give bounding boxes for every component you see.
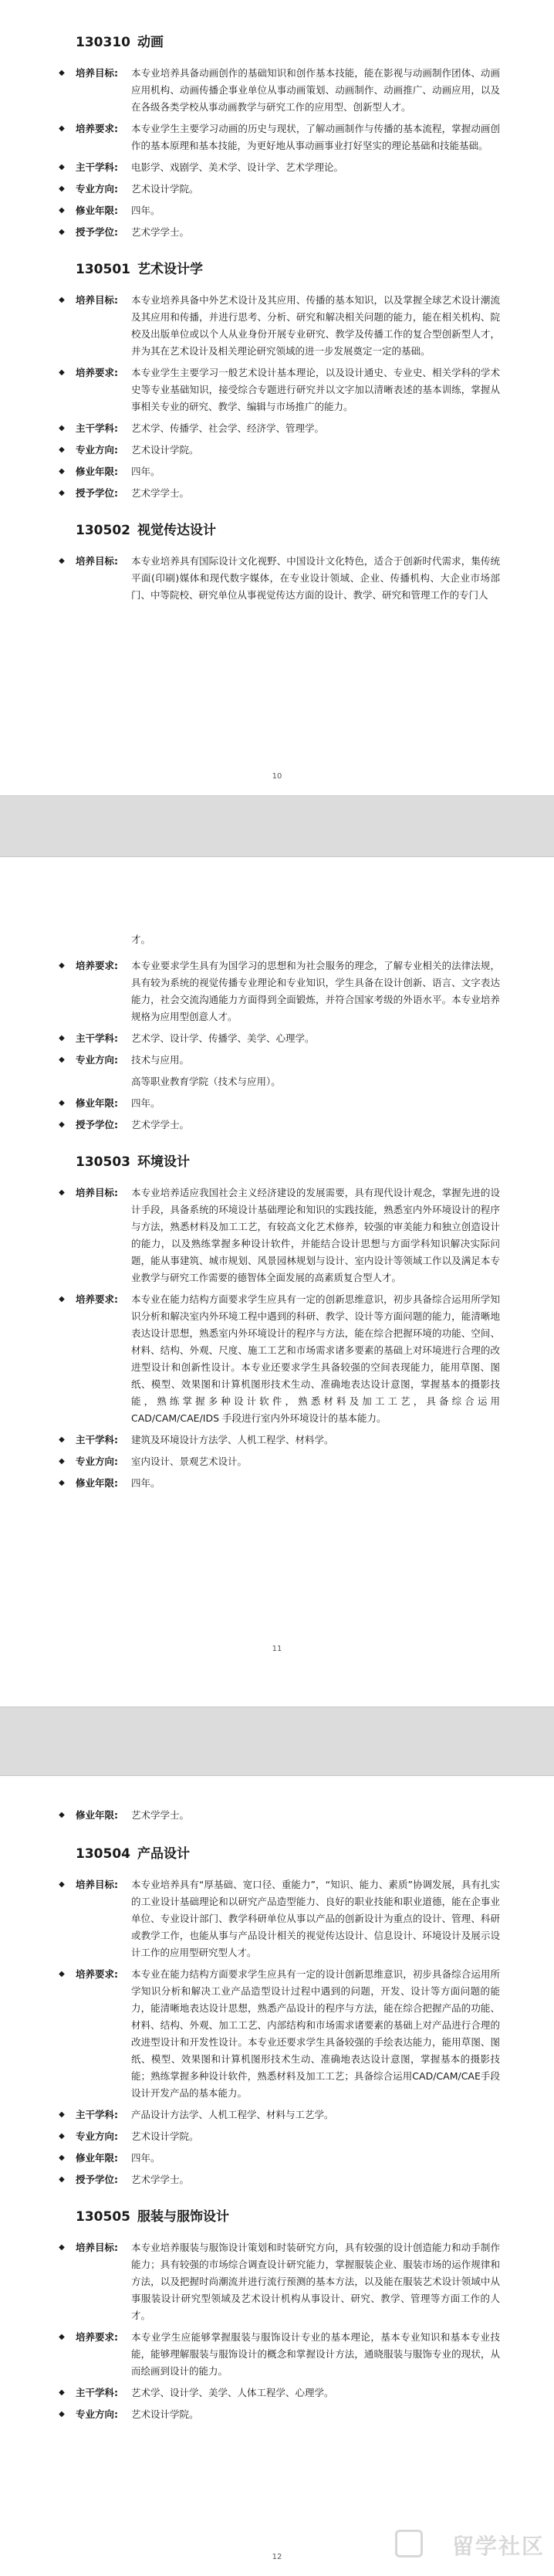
field-label: 培养目标: <box>76 1879 118 1890</box>
bullet-icon: ◆ <box>59 557 65 565</box>
field-text: 本专业在能力结构方面要求学生应具有一定的设计创新思维意识，初步具备综合运用所学知识分析和解决工业产品造型设计过程中遇到的问题，开发、设计等方面问题的能力，能清晰地表达设计思想，熟悉产品设计的程序与方法，能在综合把握产品的功能、材料、结构、外观、加工工艺、内部结构和市场需求诸要素的基础上对产品进行合理的改进型设计和开发性设计。本专业还要求学生具备较强的手绘表达能力，能用草图、图纸、模型、效果图和计算机图形技术生动、准确地表达设计意图，掌握基本的摄影技能；熟练掌握多种设计软件，熟悉材料及加工工艺；具备综合运用CAD/CAM/CAE手段设计开发产品的基本能力。 <box>131 1968 500 2099</box>
bullet-icon: ◆ <box>59 446 65 454</box>
field-text: 四年。 <box>131 1097 160 1109</box>
field-text: 艺术学学士。 <box>131 1119 190 1130</box>
field-label: 专业方向: <box>76 1054 118 1066</box>
bullet-icon: ◆ <box>59 1295 65 1303</box>
field-row <box>59 181 500 198</box>
major-code: 130505 <box>76 2209 130 2225</box>
field-row <box>59 364 500 415</box>
field-label: 修业年限: <box>76 2152 118 2164</box>
field-row <box>59 2107 500 2124</box>
major-title: 动画 <box>137 35 164 50</box>
bullet-icon: ◆ <box>59 489 65 497</box>
bullet-icon: ◆ <box>59 2132 65 2140</box>
field-row <box>59 2150 500 2167</box>
bullet-icon: ◆ <box>59 1457 65 1466</box>
field-row <box>59 463 500 480</box>
field-label: 培养要求: <box>76 1968 118 1980</box>
bullet-icon: ◆ <box>59 124 65 133</box>
field-row <box>59 65 500 116</box>
section-heading <box>76 519 500 542</box>
bullet-icon: ◆ <box>59 1880 65 1889</box>
bullet-icon: ◆ <box>59 961 65 970</box>
field-label: 主干学科: <box>76 2109 118 2120</box>
major-code: 130501 <box>76 262 130 277</box>
field-label: 修业年限: <box>76 1097 118 1109</box>
field-text: 艺术设计学院。 <box>131 183 199 195</box>
field-text: 室内设计、景观艺术设计。 <box>131 1456 248 1467</box>
field-text: 四年。 <box>131 1477 160 1489</box>
field-label: 修业年限: <box>76 466 118 477</box>
major-code: 130310 <box>76 35 130 50</box>
field-text: 产品设计方法学、人机工程学、材料与工艺学。 <box>131 2109 334 2120</box>
field-label: 专业方向: <box>76 2130 118 2142</box>
field-row <box>59 958 500 1025</box>
field-text: 艺术学、设计学、美学、人体工程学、心理学。 <box>131 2387 334 2398</box>
section-130504 <box>59 1842 500 2188</box>
field-label: 培养目标: <box>76 67 118 79</box>
section-130503 <box>59 1151 500 1492</box>
field-text: 四年。 <box>131 205 160 216</box>
field-label: 授予学位: <box>76 487 118 499</box>
section-130503-cont <box>59 1807 500 1824</box>
field-text: 本专业培养具备中外艺术设计及其应用、传播的基本知识，以及掌握全球艺术设计潮流及其应用和传播，并进行思考、分析、研究和解决相关问题的能力，能在相关机构、院校及出版单位或以个人从业身份开展专业研究、教学及传播工作的复合型创新型人才，并为其在艺术设计及相关理论研究领域的进一步发展奠定一定的基础。 <box>131 294 500 357</box>
field-label: 培养要求: <box>76 2331 118 2343</box>
field-row <box>59 1475 500 1492</box>
field-text: 本专业要求学生具有为国学习的思想和为社会服务的理念，了解专业相关的法律法规，具有较为系统的视觉传播专业理论和专业知识，学生具备在设计创新、语言、文字表达能力，社会交流沟通能力方面得到全面锻炼，并符合国家考级的外语水平。本专业培养规格为应用型创意人才。 <box>131 960 500 1022</box>
field-text: 本专业学生主要学习动画的历史与现状，了解动画制作与传播的基本流程，掌握动画创作的基本原理和基本技能，为更好地从事动画事业打好坚实的理论基础和技能基础。 <box>131 123 500 151</box>
field-row <box>59 1185 500 1286</box>
page-number: 11 <box>272 1645 282 1653</box>
page-separator <box>0 795 554 857</box>
field-row <box>59 1095 500 1112</box>
field-text: 本专业培养具有国际设计文化视野、中国设计文化特色，适合于创新时代需求，集传统平面(印刷)媒体和现代数字媒体，在专业设计领域、企业、传播机构、大企业市场部门、中等院校、研究单位从事视觉传达方面的设计、教学、研究和管理工作的专门人 <box>131 555 500 601</box>
major-code: 130503 <box>76 1154 130 1170</box>
field-text: 艺术设计学院。 <box>131 2130 199 2142</box>
field-text: 本专业在能力结构方面要求学生应具有一定的创新思维意识，初步具备综合运用所学知识分析和解决室内外环境工程中遇到的科研、教学、设计等方面问题的能力，能清晰地表达设计思想，熟悉室内外环境设计的程序与方法，能在综合把握环境的功能、空间、材料、结构、外观、尺度、施工工艺和市场需求诸多要素的基础上对环境进行合理的改进型设计和创新性设计。本专业还要求学生具备较强的空间表现能力，能用草图、图纸、模型、效果图和计算机图形技术生动、准确地表达设计意图，掌握基本的摄影技能，熟练掌握多种设计软件，熟悉材料及加工工艺，具备综合运用 CAD/CAM/CAE/IDS 手段进行室内外环境设计的基本能力。 <box>131 1293 500 1424</box>
bullet-icon: ◆ <box>59 2154 65 2162</box>
field-label: 专业方向: <box>76 2408 118 2420</box>
bullet-icon: ◆ <box>59 2110 65 2119</box>
field-row <box>59 1291 500 1427</box>
field-text: 电影学、戏剧学、美术学、设计学、艺术学理论。 <box>131 161 344 173</box>
field-label: 培养目标: <box>76 2242 118 2253</box>
major-title: 艺术设计学 <box>137 262 203 277</box>
field-label: 培养要求: <box>76 960 118 971</box>
field-row <box>59 159 500 176</box>
field-row <box>59 1432 500 1449</box>
bullet-icon: ◆ <box>59 2388 65 2397</box>
field-label: 主干学科: <box>76 422 118 434</box>
section-130502-cont <box>59 958 500 1134</box>
bullet-icon: ◆ <box>59 69 65 77</box>
bullet-icon: ◆ <box>59 424 65 432</box>
field-text: 本专业学生应能够掌握服装与服饰设计专业的基本理论，基本专业知识和基本专业技能，能够理解服装与服饰设计的概念和掌握设计方法，通晓服装与服饰专业的现状，从而绘画到设计的能力。 <box>131 2331 500 2377</box>
section-heading <box>76 1842 500 1866</box>
field-row <box>59 2239 500 2324</box>
field-text: 艺术学学士。 <box>131 2174 190 2185</box>
bullet-icon: ◆ <box>59 185 65 193</box>
field-row <box>59 2128 500 2145</box>
bullet-icon: ◆ <box>59 1188 65 1197</box>
section-heading <box>76 258 500 281</box>
field-text: 本专业学生主要学习一般艺术设计基本理论，以及设计通史、专业史、相关学科的学术史等专业基础知识，接受综合专题进行研究并以文字加以清晰表述的基本训练，掌握从事相关专业的研究、教学、编辑与市场推广的能力。 <box>131 367 500 412</box>
section-heading <box>76 2205 500 2229</box>
page-number: 12 <box>272 2553 282 2561</box>
bullet-icon: ◆ <box>59 1811 65 1819</box>
field-label: 培养要求: <box>76 1293 118 1305</box>
bullet-icon: ◆ <box>59 1479 65 1487</box>
field-label: 专业方向: <box>76 1456 118 1467</box>
section-130502 <box>59 519 500 604</box>
bullet-icon: ◆ <box>59 2333 65 2341</box>
page-separator <box>0 1707 554 1776</box>
field-row <box>59 485 500 502</box>
bullet-icon: ◆ <box>59 368 65 377</box>
field-row <box>59 202 500 219</box>
watermark-text: 留学社区 <box>451 2534 545 2559</box>
bullet-icon: ◆ <box>59 1034 65 1042</box>
field-label: 培养目标: <box>76 555 118 567</box>
field-text: 艺术学学士。 <box>131 487 190 499</box>
section-130310 <box>59 31 500 241</box>
field-text: 艺术学、传播学、社会学、经济学、管理学。 <box>131 422 325 434</box>
major-title: 环境设计 <box>137 1154 190 1170</box>
field-label: 修业年限: <box>76 1477 118 1489</box>
major-title: 服装与服饰设计 <box>137 2209 229 2225</box>
bullet-icon: ◆ <box>59 163 65 171</box>
major-title: 视觉传达设计 <box>137 523 216 538</box>
major-code: 130504 <box>76 1846 130 1862</box>
page-number: 10 <box>272 772 282 781</box>
field-label: 修业年限: <box>76 205 118 216</box>
field-label: 专业方向: <box>76 444 118 456</box>
field-text: 四年。 <box>131 2152 160 2164</box>
field-text: 四年。 <box>131 466 160 477</box>
field-label: 主干学科: <box>76 1032 118 1044</box>
field-label: 授予学位: <box>76 1119 118 1130</box>
field-row <box>59 1876 500 1961</box>
section-130501 <box>59 258 500 502</box>
bullet-icon: ◆ <box>59 206 65 215</box>
bullet-icon: ◆ <box>59 296 65 304</box>
major-code: 130502 <box>76 523 130 538</box>
field-row <box>59 1052 500 1069</box>
field-label: 培养目标: <box>76 1187 118 1198</box>
field-text: 建筑及环境设计方法学、人机工程学、材料学。 <box>131 1434 334 1446</box>
section-130505 <box>59 2205 500 2423</box>
field-row <box>59 2406 500 2423</box>
field-row <box>59 1030 500 1047</box>
field-label: 授予学位: <box>76 2174 118 2185</box>
field-row <box>59 224 500 241</box>
major-title: 产品设计 <box>137 1846 190 1862</box>
field-text: 本专业培养适应我国社会主义经济建设的发展需要，具有现代设计观念，掌握先进的设计手段，具备系统的环境设计基础理论和知识的实践技能，熟悉室内外环境设计的程序与方法，熟悉材料及加工工艺，有较高文化艺术修养，较强的审美能力和独立创造设计的能力，以及熟练掌握多种设计软件，并能结合设计思想与方面学科知识解决实际问题，能从事建筑、城市规划、风景园林规划与设计、室内设计等领域工作以及满足本专业教学与研究工作需要的德智体全面发展的高素质复合型人才。 <box>131 1187 500 1283</box>
field-text: 艺术学学士。 <box>131 226 190 238</box>
page-10 <box>0 0 554 795</box>
field-text: 本专业培养具有“厚基础、宽口径、重能力”，“知识、能力、素质”协调发展，具有扎实的工业设计基础理论和以研究产品造型能力、良好的职业技能和职业道德，能在企事业单位、专业设计部门、教学科研单位从事以产品的创新设计为重点的设计、管理、科研或教学工作，也能从事与产品设计相关的视觉传达设计、信息设计、环境设计及展示设计工作的应用型研究型人才。 <box>131 1879 500 1958</box>
field-row <box>59 1117 500 1134</box>
watermark-logo-icon <box>395 2530 423 2557</box>
bullet-icon: ◆ <box>59 2243 65 2252</box>
field-text: 本专业培养服装与服饰设计策划和时装研究方向，具有较强的设计创造能力和动手制作能力；具有较强的市场综合调查设计研究能力，掌握服装企业、服装市场的运作规律和方法，以及把握时尚潮流并进行流行预测的基本方法，以及能在服装艺术设计领域中从事服装设计研究型领域及艺术设计机构从事设计、研究、教学、管理等方面工作的人才。 <box>131 2242 500 2321</box>
bullet-icon: ◆ <box>59 2410 65 2418</box>
field-label: 修业年限: <box>76 1809 118 1821</box>
field-text-extra: 高等职业教育学院（技术与应用）。 <box>131 1076 281 1087</box>
field-row <box>59 2329 500 2380</box>
bullet-icon: ◆ <box>59 1970 65 1978</box>
bullet-icon: ◆ <box>59 2175 65 2184</box>
section-heading <box>76 31 500 54</box>
page-12 <box>0 1776 554 2576</box>
page-11 <box>0 857 554 1707</box>
field-text: 艺术学学士。 <box>131 1809 190 1821</box>
field-row <box>59 120 500 154</box>
field-text: 本专业培养具备动画创作的基础知识和创作基本技能，能在影视与动画制作团体、动画应用机构、动画传播企事业单位从事动画策划、动画制作、动画推广、动画应用，以及在各级各类学校从事动画教学与研究工作的应用型、创新型人才。 <box>131 67 500 113</box>
field-row <box>59 1966 500 2102</box>
field-row <box>59 1807 500 1824</box>
bullet-icon: ◆ <box>59 1099 65 1107</box>
field-row <box>59 442 500 459</box>
bullet-icon: ◆ <box>59 228 65 236</box>
field-row <box>59 2384 500 2401</box>
bullet-icon: ◆ <box>59 467 65 476</box>
field-text: 艺术设计学院。 <box>131 2408 199 2420</box>
field-row <box>59 420 500 437</box>
continued-text: 才。 <box>131 934 151 945</box>
field-text: 艺术学、设计学、传播学、美学、心理学。 <box>131 1032 315 1044</box>
field-label: 主干学科: <box>76 2387 118 2398</box>
field-row <box>59 553 500 604</box>
field-label: 主干学科: <box>76 161 118 173</box>
field-label: 培养目标: <box>76 294 118 306</box>
field-label: 专业方向: <box>76 183 118 195</box>
field-label: 主干学科: <box>76 1434 118 1446</box>
field-label: 培养要求: <box>76 123 118 134</box>
field-text: 技术与应用。 <box>131 1054 190 1066</box>
bullet-icon: ◆ <box>59 1435 65 1444</box>
field-row <box>59 1453 500 1470</box>
field-text: 艺术设计学院。 <box>131 444 199 456</box>
field-label: 培养要求: <box>76 367 118 378</box>
field-label: 授予学位: <box>76 226 118 238</box>
bullet-icon: ◆ <box>59 1120 65 1129</box>
section-heading <box>76 1151 500 1174</box>
field-row <box>59 2171 500 2188</box>
bullet-icon: ◆ <box>59 1056 65 1064</box>
field-row <box>59 292 500 360</box>
